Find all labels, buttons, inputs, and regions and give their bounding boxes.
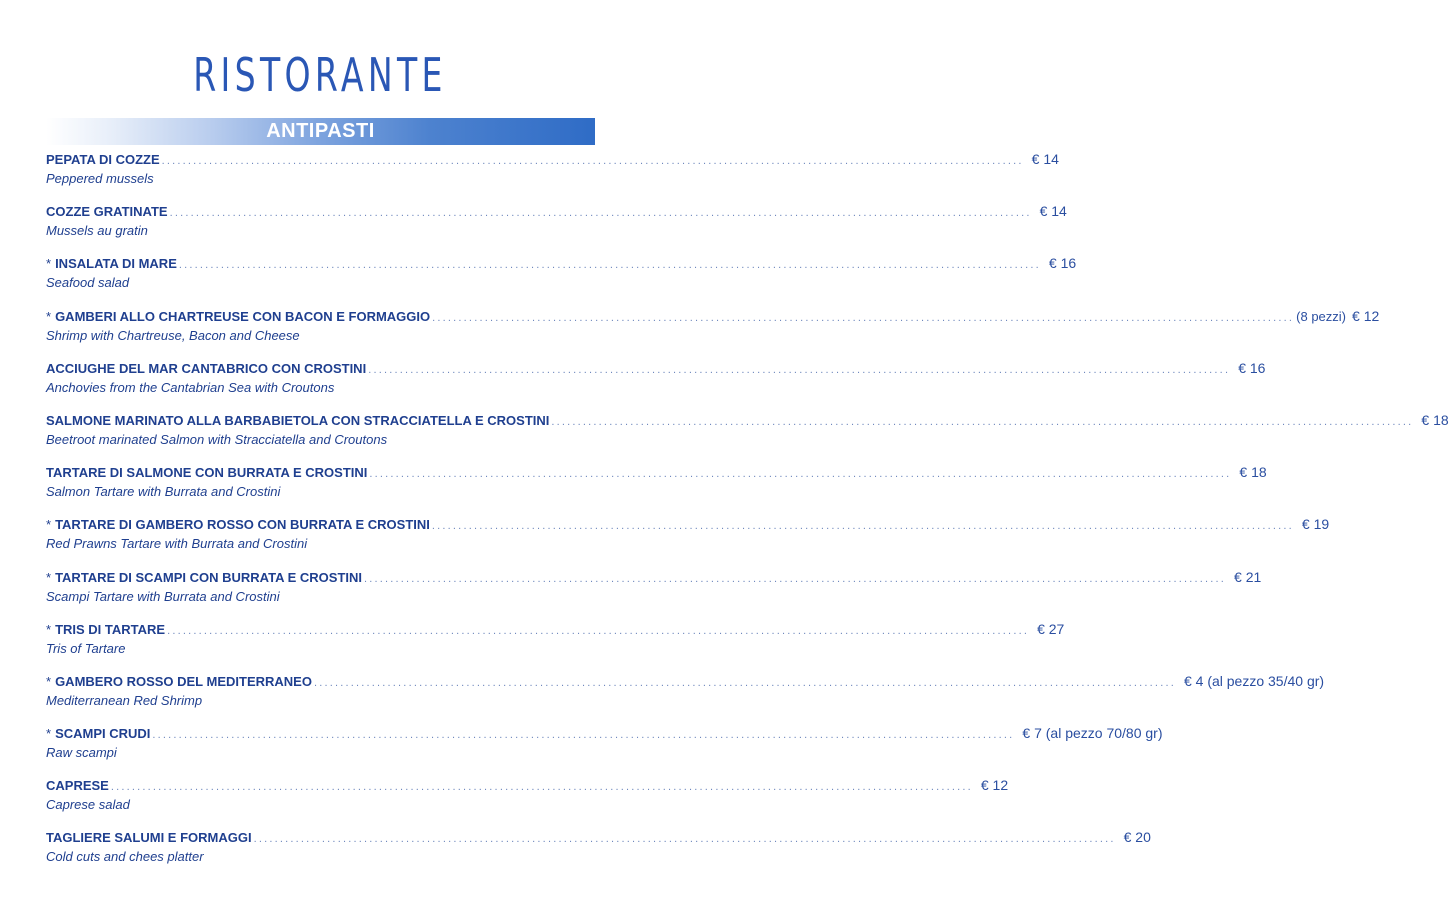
item-description: Mediterranean Red Shrimp (46, 692, 203, 708)
dot-leader: .................................................................................................................................................................... (110, 781, 973, 794)
item-price: € 21 (1234, 568, 1262, 585)
item-price: € 20 (1123, 829, 1151, 846)
dot-leader: .................................................................................................................................................................... (369, 468, 1232, 481)
dot-leader: .................................................................................................................................................................... (313, 676, 1176, 689)
dot-leader: .................................................................................................................................................................... (368, 363, 1231, 376)
dot-leader: .................................................................................................................................................................... (253, 833, 1116, 846)
item-name: GAMBERI ALLO CHARTREUSE CON BACON E FORMAGGIO (55, 308, 431, 324)
item-description: Salmon Tartare with Burrata and Crostini (46, 484, 281, 500)
item-description: Peppered mussels (46, 171, 154, 186)
menu-item (46, 516, 1330, 568)
menu-item (46, 672, 1325, 725)
section-banner (46, 118, 595, 145)
item-description: Cold cuts and chees platter (46, 849, 204, 865)
menu-item (46, 777, 1009, 829)
menu-item (46, 568, 1262, 621)
item-description: Red Prawns Tartare with Burrata and Crostini (46, 536, 308, 552)
section-title: ANTIPASTI (266, 120, 375, 142)
item-price: € 19 (1301, 516, 1330, 533)
star-marker: * (46, 569, 52, 585)
dot-leader: .................................................................................................................................................................... (432, 311, 1295, 324)
item-price: € 18 (1421, 411, 1449, 428)
item-name: CAPRESE (46, 778, 109, 794)
item-note: (8 pezzi) (1296, 308, 1347, 324)
item-name: INSALATA DI MARE (55, 256, 177, 272)
item-name: TAGLIERE SALUMI E FORMAGGI (46, 830, 252, 846)
menu-item (46, 464, 1267, 516)
star-marker: * (46, 621, 52, 637)
item-description: Raw scampi (46, 745, 117, 761)
dot-leader: .................................................................................................................................................................... (167, 624, 1030, 637)
item-price: € 12 (1352, 307, 1380, 324)
item-description: Beetroot marinated Salmon with Stracciatella and Croutons (46, 431, 388, 447)
item-name: COZZE GRATINATE (46, 204, 168, 220)
item-name: SCAMPI CRUDI (55, 726, 151, 742)
menu-item (46, 203, 1067, 255)
star-marker: * (46, 517, 52, 533)
dot-leader: .................................................................................................................................................................... (551, 415, 1414, 428)
item-description: Mussels au gratin (46, 223, 148, 239)
item-price: € 27 (1037, 620, 1065, 637)
item-description: Seafood salad (46, 275, 130, 291)
dot-leader: .................................................................................................................................................................... (364, 572, 1227, 585)
item-price: € 4 (al pezzo 35/40 gr) (1183, 672, 1325, 689)
item-price: € 14 (1039, 203, 1067, 220)
star-marker: * (46, 308, 52, 324)
item-price: € 12 (980, 777, 1009, 794)
menu-item (46, 411, 1449, 464)
dot-leader: .................................................................................................................................................................... (152, 729, 1015, 742)
dot-leader: .................................................................................................................................................................... (169, 207, 1032, 220)
item-name: ACCIUGHE DEL MAR CANTABRICO CON CROSTINI (46, 360, 367, 376)
item-name: TARTARE DI SALMONE CON BURRATA E CROSTINI (46, 465, 368, 481)
item-name: TRIS DI TARTARE (55, 621, 166, 637)
item-price: € 7 (al pezzo 70/80 gr) (1022, 725, 1163, 742)
menu-items-list (46, 151, 1449, 882)
item-price: € 16 (1238, 359, 1266, 376)
menu-item (46, 307, 1380, 360)
menu-item (46, 620, 1065, 673)
menu-item (46, 151, 1059, 203)
item-price: € 14 (1031, 151, 1059, 167)
item-price: € 16 (1048, 255, 1077, 272)
item-description: Scampi Tartare with Burrata and Crostini (46, 588, 280, 604)
menu-item (46, 359, 1266, 412)
dot-leader: .................................................................................................................................................................... (161, 155, 1024, 167)
star-marker: * (46, 673, 52, 689)
item-name: SALMONE MARINATO ALLA BARBABIETOLA CON STRACCIATELLA E CROSTINI (46, 412, 550, 428)
item-name: PEPATA DI COZZE (46, 152, 160, 167)
restaurant-logo: RISTORANTE (193, 48, 447, 102)
menu-item (46, 829, 1151, 881)
item-name: TARTARE DI GAMBERO ROSSO CON BURRATA E CROSTINI (55, 517, 430, 533)
dot-leader: .................................................................................................................................................................... (178, 259, 1041, 272)
star-marker: * (46, 726, 52, 742)
menu-item (46, 725, 1163, 777)
item-description: Tris of Tartare (46, 640, 126, 656)
dot-leader: .................................................................................................................................................................... (431, 520, 1294, 533)
item-description: Caprese salad (46, 797, 130, 813)
menu-item (46, 255, 1077, 307)
item-price: € 18 (1239, 464, 1267, 481)
item-description: Shrimp with Chartreuse, Bacon and Cheese (46, 327, 300, 343)
item-name: GAMBERO ROSSO DEL MEDITERRANEO (55, 673, 312, 689)
item-description: Anchovies from the Cantabrian Sea with Croutons (46, 379, 335, 395)
item-name: TARTARE DI SCAMPI CON BURRATA E CROSTINI (55, 569, 362, 585)
star-marker: * (46, 256, 52, 272)
